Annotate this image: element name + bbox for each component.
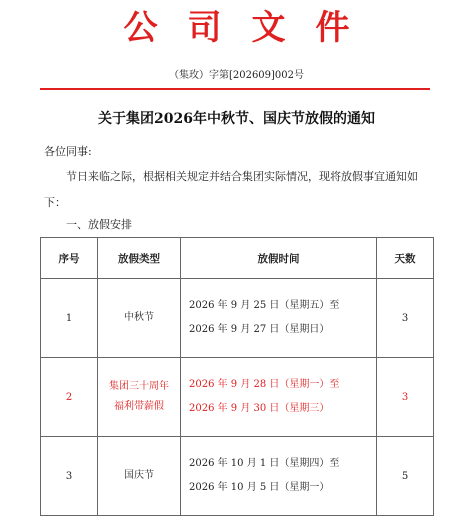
period-start: 2026 年 9 月 25 日（星期五）至 [189, 300, 340, 311]
holiday-type-line1: 中秋节 [124, 312, 154, 323]
column-header-days: 天数 [377, 238, 434, 279]
holiday-type [98, 358, 181, 437]
holiday-period [181, 279, 377, 358]
holiday-type-line1: 集团三十周年 [109, 381, 169, 392]
period-end: 2026 年 9 月 30 日（星期三） [189, 403, 330, 414]
days-count: 3 [377, 279, 434, 358]
days-count: 5 [377, 437, 434, 516]
row-number: 2 [41, 358, 98, 437]
document-number: （集玫）字第[202609]002号 [168, 70, 305, 81]
table-row [41, 358, 434, 437]
header-divider [40, 88, 430, 90]
body-paragraph: 节日来临之际，根据相关规定并结合集团实际情况，现将放假事宜通知如下： [44, 170, 418, 209]
period-start: 2026 年 10 月 1 日（星期四）至 [189, 458, 340, 469]
holiday-type-line1: 国庆节 [124, 470, 154, 481]
row-number: 1 [41, 279, 98, 358]
document-header-title: 公司文件 [123, 8, 380, 48]
column-header-no: 序号 [41, 238, 98, 279]
holiday-schedule-table [40, 237, 434, 516]
holiday-period [181, 358, 377, 437]
salutation: 各位同事: [44, 145, 92, 158]
holiday-type-line2: 福利带薪假 [114, 401, 164, 412]
row-number: 3 [41, 437, 98, 516]
period-end: 2026 年 10 月 5 日（星期一） [189, 482, 330, 493]
holiday-period [181, 437, 377, 516]
table-row [41, 437, 434, 516]
holiday-type [98, 279, 181, 358]
column-header-type: 放假类型 [98, 238, 181, 279]
table-header-row [41, 238, 434, 279]
table-row [41, 279, 434, 358]
period-start: 2026 年 9 月 28 日（星期一）至 [189, 379, 340, 390]
section-heading: 一、放假安排 [66, 218, 132, 231]
notice-title: 关于集团2026年中秋节、国庆节放假的通知 [98, 111, 375, 127]
days-count: 3 [377, 358, 434, 437]
holiday-type [98, 437, 181, 516]
period-end: 2026 年 9 月 27 日（星期日） [189, 324, 330, 335]
column-header-period: 放假时间 [181, 238, 377, 279]
